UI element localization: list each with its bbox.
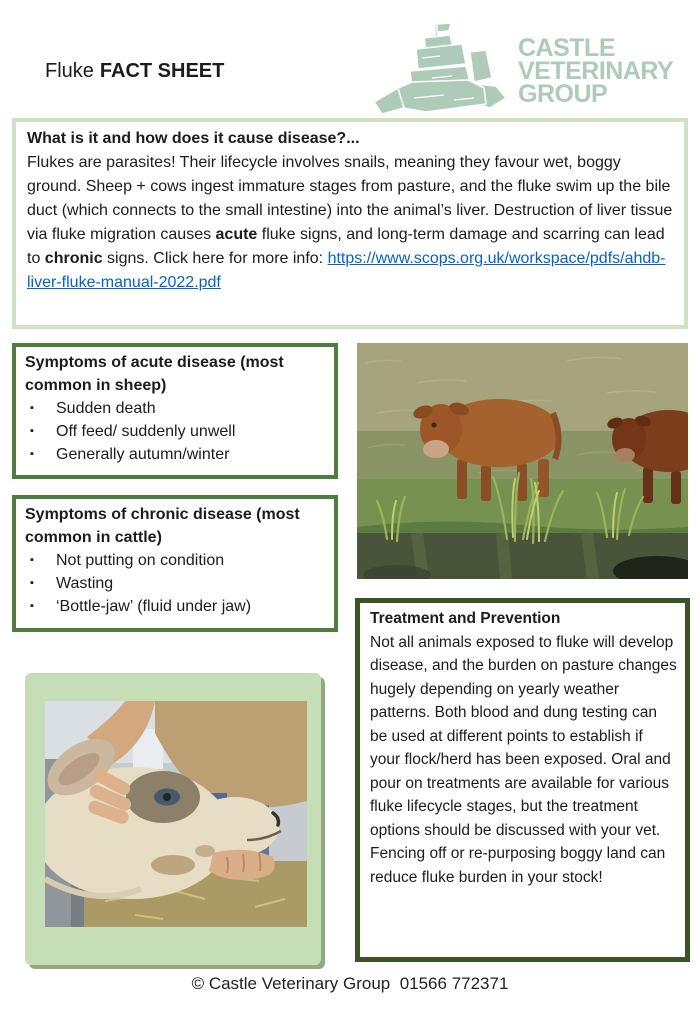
list-item-text: Wasting bbox=[56, 575, 114, 592]
list-item bbox=[25, 420, 326, 443]
page-title-bold: FACT SHEET bbox=[99, 60, 225, 82]
square-bullet-icon: ▪ bbox=[30, 425, 34, 437]
intro-bold-acute: acute bbox=[215, 226, 258, 243]
logo-line-2: VETERINARY bbox=[518, 57, 674, 85]
list-item-text: Sudden death bbox=[56, 400, 156, 417]
logo-line-3: GROUP bbox=[518, 80, 608, 108]
square-bullet-icon: ▪ bbox=[30, 577, 34, 589]
list-item bbox=[25, 572, 326, 595]
intro-text-2: fluke signs, and long-term damage and scarring can lead to bbox=[27, 226, 665, 267]
acute-symptoms-heading: Symptoms of acute disease (most common in sheep) bbox=[25, 354, 284, 394]
intro-bold-chronic: chronic bbox=[44, 250, 103, 267]
what-is-it-box bbox=[12, 118, 688, 329]
chronic-symptoms-heading: Symptoms of chronic disease (most common in cattle) bbox=[25, 506, 300, 546]
square-bullet-icon: ▪ bbox=[30, 402, 34, 414]
castle-icon bbox=[374, 22, 514, 117]
page-title bbox=[45, 58, 224, 84]
intro-text-1: Flukes are parasites! Their lifecycle involves snails, meaning they favour wet, boggy ground. Sheep + cows ingest immature stages from pasture, and the fluke swim up the bile duct (which connects to the small intestine) into the animal’s liver. Destruction of liver tissue via fluke migration causes bbox=[27, 154, 673, 243]
sheep-photo-frame bbox=[25, 673, 321, 965]
what-is-it-body bbox=[27, 151, 673, 295]
square-bullet-icon: ▪ bbox=[30, 600, 34, 612]
chronic-symptoms-box bbox=[12, 495, 338, 632]
footer-copyright: © Castle Veterinary Group 01566 772371 bbox=[191, 974, 509, 993]
chronic-symptoms-list bbox=[25, 549, 326, 618]
treatment-body: Not all animals exposed to fluke will develop disease, and the burden on pasture changes hugely depending on yearly weather patterns. Both blood and dung testing can be used at different points to establish if your flock/herd has been exposed. Oral and pour on treatments are available for various fluke lifecycle stages, but the treatment options should be discussed with your vet. Fencing off or re-purposing boggy land can reduce fluke burden in your stock! bbox=[370, 633, 677, 886]
list-item-text: ‘Bottle-jaw’ (fluid under jaw) bbox=[56, 598, 252, 615]
list-item bbox=[25, 397, 326, 420]
list-item-text: Generally autumn/winter bbox=[56, 446, 230, 463]
square-bullet-icon: ▪ bbox=[30, 554, 34, 566]
treatment-prevention-box bbox=[355, 598, 690, 962]
list-item-text: Not putting on condition bbox=[56, 552, 225, 569]
acute-symptoms-box bbox=[12, 343, 338, 479]
cows-in-boggy-field-photo bbox=[357, 343, 688, 579]
logo-line-1: CASTLE bbox=[518, 34, 615, 62]
treatment-heading: Treatment and Prevention bbox=[370, 610, 561, 627]
square-bullet-icon: ▪ bbox=[30, 448, 34, 460]
acute-symptoms-list bbox=[25, 397, 326, 466]
list-item bbox=[25, 595, 326, 618]
list-item bbox=[25, 443, 326, 466]
intro-text-3: signs. Click here for more info: bbox=[102, 250, 328, 267]
list-item bbox=[25, 549, 326, 572]
list-item-text: Off feed/ suddenly unwell bbox=[56, 423, 236, 440]
logo-wordmark bbox=[518, 22, 673, 106]
castle-veterinary-group-logo bbox=[374, 22, 690, 117]
what-is-it-heading: What is it and how does it cause disease?... bbox=[27, 130, 360, 147]
page-title-regular: Fluke bbox=[45, 60, 94, 82]
scops-fluke-manual-link[interactable]: https://www.scops.org.uk/workspace/pdfs/ahdb-liver-fluke-manual-2022.pdf bbox=[27, 250, 666, 291]
sheep-bottle-jaw-check-photo bbox=[45, 701, 307, 927]
